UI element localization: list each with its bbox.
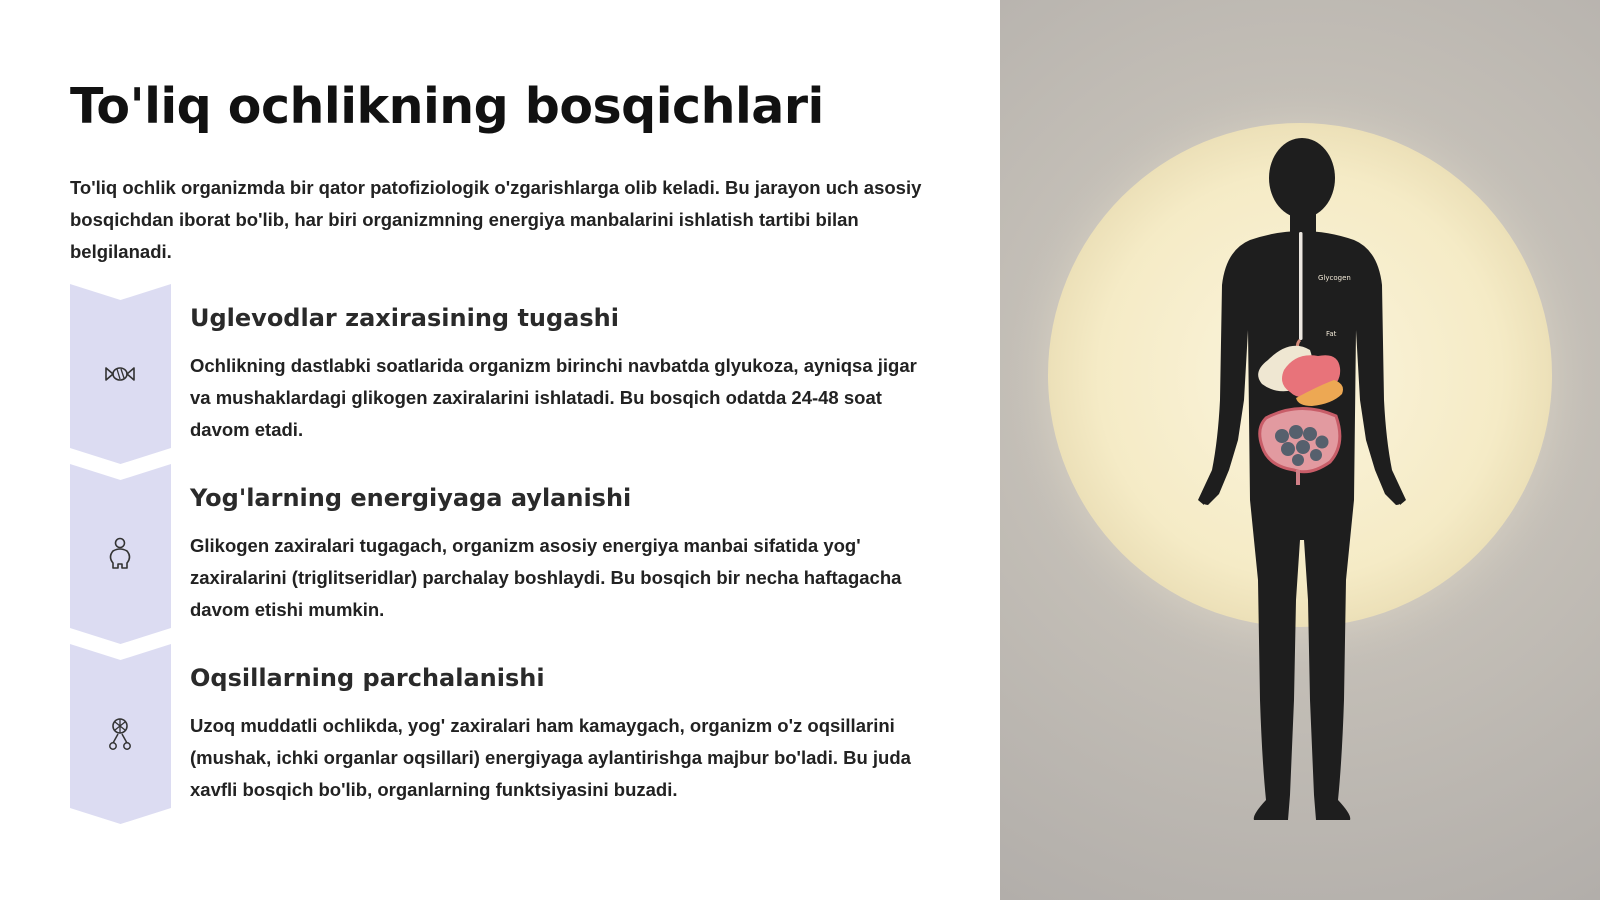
organ-label: Glycogen	[1318, 274, 1351, 282]
protein-molecule-icon	[98, 714, 142, 754]
stage-title: Oqsillarning parchalanishi	[190, 664, 545, 692]
stage-carbohydrates	[70, 284, 950, 464]
stage-description: Glikogen zaxiralari tugagach, organizm asosiy energiya manbai sifatida yog' zaxiralarini (triglitseridlar) parchalay boshlaydi. Bu bosqich bir necha haftagacha davom etishi mumkin.	[190, 535, 902, 620]
candy-icon	[98, 354, 142, 394]
stage-title: Yog'larning energiyaga aylanishi	[190, 484, 632, 512]
stage-description: Ochlikning dastlabki soatlarida organizm birinchi navbatda glyukoza, ayniqsa jigar va mushaklardagi glikogen zaxiralarini ishlatadi. Bu bosqich odatda 24-48 soat davom etadi.	[190, 355, 917, 440]
stage-fats	[70, 464, 950, 644]
body-fat-icon	[98, 534, 142, 574]
human-body-illustration	[1000, 0, 1600, 900]
slide-title: To'liq ochlikning bosqichlari	[70, 78, 824, 135]
illustration-panel	[1000, 0, 1600, 900]
stage-title: Uglevodlar zaxirasining tugashi	[190, 304, 619, 332]
intro-paragraph: To'liq ochlik organizmda bir qator patofiziologik o'zgarishlarga olib keladi. Bu jarayon uch asosiy bosqichdan iborat bo'lib, har biri organizmning energiya manbalarini ishlatish tartibi bilan belgilanadi.	[70, 177, 922, 262]
stage-description: Uzoq muddatli ochlikda, yog' zaxiralari ham kamaygach, organizm o'z oqsillarini (mushak, ichki organlar oqsillari) energiyaga aylantirishga majbur bo'ladi. Bu juda xavfli bosqich bo'lib, organlarning funktsiyasini buzadi.	[190, 715, 911, 800]
organ-label: Fat	[1326, 330, 1337, 338]
stage-proteins	[70, 644, 950, 824]
